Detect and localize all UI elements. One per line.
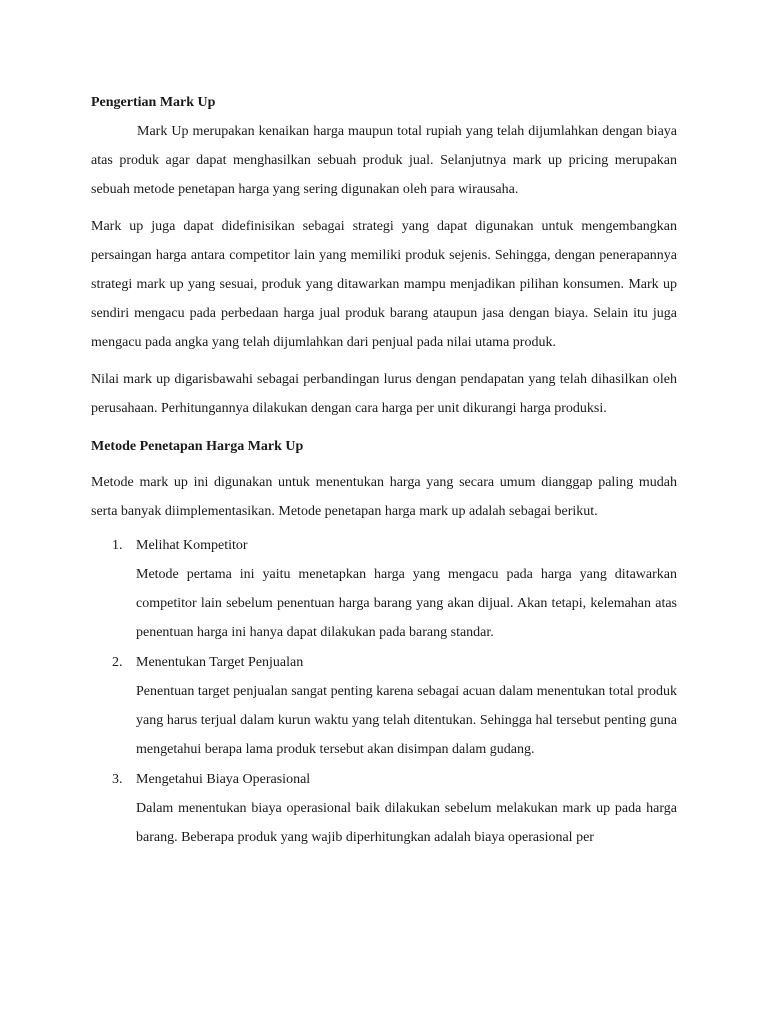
list-item-body: Penentuan target penjualan sangat penting karena sebagai acuan dalam menentukan total produk yang harus terjual dalam kurun waktu yang telah ditentukan. Sehingga hal tersebut penting guna mengetahui berapa lama produk tersebut akan disimpan dalam gudang. [136, 684, 677, 757]
section-heading-pengertian: Pengertian Mark Up [91, 95, 216, 110]
document-page [91, 88, 677, 852]
list-item-title: Melihat Kompetitor [136, 538, 248, 553]
list-item-number: 3. [112, 772, 123, 787]
paragraph: Mark up juga dapat didefinisikan sebagai strategi yang dapat digunakan untuk mengembangkan persaingan harga antara competitor lain yang memiliki produk sejenis. Sehingga, dengan penerapannya strategi mark up yang sesuai, produk yang ditawarkan mampu menjadikan pilihan konsumen. Mark up sendiri mengacu pada perbedaan harga jual produk barang ataupun jasa dengan biaya. Selain itu juga mengacu pada angka yang telah dijumlahkan dari penjual pada nilai utama produk. [91, 219, 677, 350]
list-item-number: 1. [112, 538, 123, 553]
list-item-number: 2. [112, 655, 123, 670]
list-item-title: Menentukan Target Penjualan [136, 655, 304, 670]
list-item-title: Mengetahui Biaya Operasional [136, 772, 311, 787]
paragraph-intro: Metode mark up ini digunakan untuk menentukan harga yang secara umum dianggap paling mudah serta banyak diimplementasikan. Metode penetapan harga mark up adalah sebagai berikut. [91, 475, 677, 519]
list-item-body: Dalam menentukan biaya operasional baik dilakukan sebelum melakukan mark up pada harga barang. Beberapa produk yang wajib diperhitungkan adalah biaya operasional per [136, 801, 677, 845]
paragraph: Nilai mark up digarisbawahi sebagai perbandingan lurus dengan pendapatan yang telah dihasilkan oleh perusahaan. Perhitungannya dilakukan dengan cara harga per unit dikurangi harga produksi. [91, 372, 677, 416]
list-item-body: Metode pertama ini yaitu menetapkan harga yang mengacu pada harga yang ditawarkan competitor lain sebelum penentuan harga barang yang akan dijual. Akan tetapi, kelemahan atas penentuan harga ini hanya dapat dilakukan pada barang standar. [136, 567, 677, 640]
section-heading-metode: Metode Penetapan Harga Mark Up [91, 439, 304, 454]
method-list [91, 531, 677, 852]
list-item [91, 648, 677, 764]
list-item [91, 765, 677, 852]
list-item [91, 531, 677, 647]
paragraph: Mark Up merupakan kenaikan harga maupun total rupiah yang telah dijumlahkan dengan biaya atas produk agar dapat menghasilkan sebuah produk jual. Selanjutnya mark up pricing merupakan sebuah metode penetapan harga yang sering digunakan oleh para wirausaha. [91, 124, 677, 197]
